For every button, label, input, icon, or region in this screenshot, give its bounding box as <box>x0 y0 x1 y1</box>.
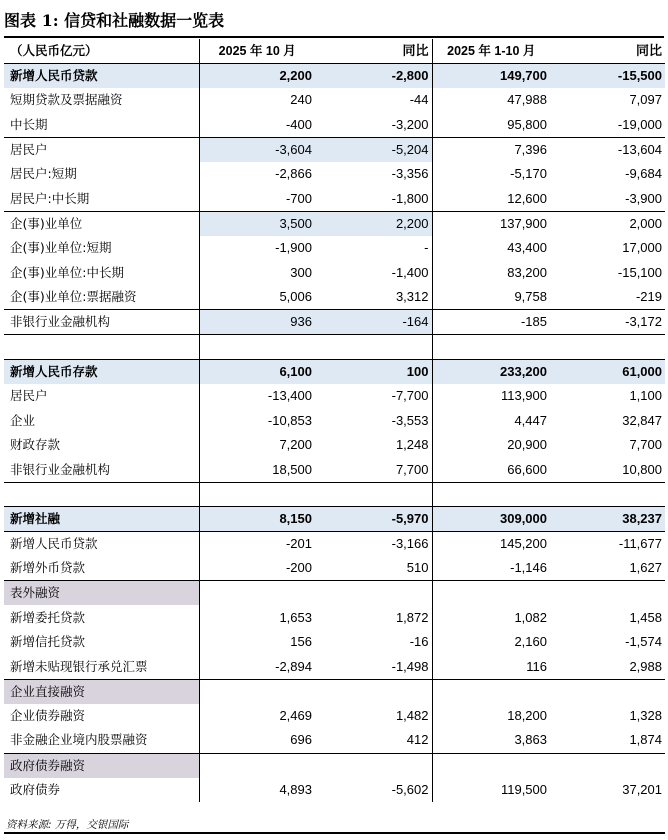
row-value: 18,500 <box>272 461 312 477</box>
row-value: 3,863 <box>514 732 547 748</box>
header-yoy-ytd: 同比 <box>550 39 665 64</box>
table-row <box>4 285 665 310</box>
table-row <box>4 211 665 236</box>
row-value: -1,146 <box>510 560 547 576</box>
row-value: 7,700 <box>315 458 432 483</box>
row-value: 137,900 <box>432 211 550 236</box>
table-row <box>4 88 665 113</box>
row-value: -1,800 <box>315 187 432 212</box>
row-value: -2,866 <box>275 166 312 182</box>
table-row <box>4 630 665 655</box>
row-value: 696 <box>290 732 312 748</box>
row-value: -185 <box>432 310 550 335</box>
row-value: 1,248 <box>315 433 432 458</box>
row-value: 4,893 <box>279 781 312 797</box>
row-value: -3,172 <box>550 310 665 335</box>
row-value: 116 <box>526 658 547 674</box>
spacer-cell <box>4 335 199 360</box>
row-value: 1,458 <box>629 609 662 625</box>
table-row <box>4 679 665 704</box>
row-value: 47,988 <box>507 92 547 108</box>
table-row <box>4 581 665 606</box>
spacer-row <box>4 335 665 360</box>
row-label: 企(事)业单位:中长期 <box>4 260 199 285</box>
spacer-cell <box>315 335 432 360</box>
row-value: 4,447 <box>514 412 547 428</box>
row-value: -2,800 <box>315 64 432 89</box>
row-label: 企业直接融资 <box>4 679 199 704</box>
row-value: 412 <box>315 728 432 753</box>
row-label: 企(事)业单位:票据融资 <box>4 285 199 310</box>
row-value: 61,000 <box>550 359 665 384</box>
row-value <box>315 679 432 704</box>
row-label: 居民户 <box>4 384 199 409</box>
row-value <box>199 679 315 704</box>
row-value: 8,150 <box>199 507 315 532</box>
table-row <box>4 236 665 261</box>
table-row <box>4 310 665 335</box>
source-note: 资料来源: 万得，交银国际 <box>6 819 129 831</box>
row-value: 3,312 <box>315 285 432 310</box>
row-label: 新增人民币贷款 <box>4 532 199 557</box>
row-value <box>550 581 665 606</box>
row-value: 5,006 <box>279 288 312 304</box>
row-value: 149,700 <box>432 64 550 89</box>
row-label: 财政存款 <box>4 433 199 458</box>
row-value: 7,700 <box>629 437 662 453</box>
row-value: -7,700 <box>315 384 432 409</box>
row-value: -3,356 <box>315 162 432 187</box>
row-value: -3,553 <box>315 408 432 433</box>
table-row <box>4 728 665 753</box>
row-value: 233,200 <box>432 359 550 384</box>
row-value: -2,894 <box>275 658 312 674</box>
table-row <box>4 532 665 557</box>
row-value: 1,653 <box>279 609 312 625</box>
header-yoy-month: 同比 <box>315 39 432 64</box>
row-label: 新增外币贷款 <box>4 556 199 581</box>
row-value: 2,469 <box>279 708 312 724</box>
row-value: -13,400 <box>267 388 312 404</box>
row-value: 32,847 <box>622 412 662 428</box>
row-value: - <box>315 236 432 261</box>
row-value: 37,201 <box>622 781 662 797</box>
table-row <box>4 64 665 89</box>
table-row <box>4 359 665 384</box>
table-row <box>4 605 665 630</box>
row-value: 300 <box>290 264 312 280</box>
table-row <box>4 556 665 581</box>
row-label: 企(事)业单位:短期 <box>4 236 199 261</box>
row-value: -16 <box>315 630 432 655</box>
row-value: -700 <box>285 190 312 206</box>
row-value <box>432 679 550 704</box>
row-value: 1,627 <box>629 560 662 576</box>
row-value <box>432 581 550 606</box>
row-value: 936 <box>199 310 315 335</box>
row-value: 1,872 <box>315 605 432 630</box>
table-row <box>4 655 665 680</box>
row-value <box>432 753 550 778</box>
table-row <box>4 113 665 138</box>
row-value: 38,237 <box>550 507 665 532</box>
row-value: 10,800 <box>622 461 662 477</box>
row-value: 2,200 <box>315 211 432 236</box>
top-rule <box>4 36 664 38</box>
row-value: -10,853 <box>267 412 312 428</box>
row-label: 居民户:短期 <box>4 162 199 187</box>
row-label: 企(事)业单位 <box>4 211 199 236</box>
table-title: 图表 1: 信贷和社融数据一览表 <box>4 11 225 30</box>
row-value <box>199 753 315 778</box>
row-label: 非银行业金融机构 <box>4 458 199 483</box>
row-value: -5,170 <box>510 166 547 182</box>
row-value: 119,500 <box>500 781 547 797</box>
row-value: -5,602 <box>315 778 432 803</box>
row-label: 企业债券融资 <box>4 704 199 729</box>
row-value: 66,600 <box>507 461 547 477</box>
table-row <box>4 433 665 458</box>
row-value: 1,482 <box>315 704 432 729</box>
row-label: 非金融企业境内股票融资 <box>4 728 199 753</box>
row-label: 新增信托贷款 <box>4 630 199 655</box>
row-value: 20,900 <box>507 437 547 453</box>
row-value: 1,328 <box>629 708 662 724</box>
table-row <box>4 704 665 729</box>
row-value: -9,684 <box>625 166 662 182</box>
table-row <box>4 753 665 778</box>
table-row <box>4 384 665 409</box>
header-ytd: 2025 年 1-10 月 <box>432 39 550 64</box>
row-value: 7,200 <box>279 437 312 453</box>
table-row <box>4 162 665 187</box>
row-value: 3,500 <box>199 211 315 236</box>
row-label: 政府债券融资 <box>4 753 199 778</box>
row-value <box>550 753 665 778</box>
table-row <box>4 137 665 162</box>
spacer-cell <box>550 482 665 507</box>
spacer-cell <box>432 335 550 360</box>
row-value: -1,400 <box>315 260 432 285</box>
row-value: -200 <box>285 560 312 576</box>
row-value: -15,500 <box>550 64 665 89</box>
row-label: 新增未贴现银行承兑汇票 <box>4 655 199 680</box>
row-value: 95,800 <box>507 116 547 132</box>
table-row <box>4 507 665 532</box>
row-value: -44 <box>315 88 432 113</box>
row-value: 18,200 <box>507 708 547 724</box>
row-label: 非银行业金融机构 <box>4 310 199 335</box>
header-row <box>4 39 665 64</box>
row-label: 新增社融 <box>4 507 199 532</box>
row-value: -1,498 <box>315 655 432 680</box>
row-value: 1,082 <box>514 609 547 625</box>
row-label: 表外融资 <box>4 581 199 606</box>
row-value: 12,600 <box>507 190 547 206</box>
spacer-cell <box>550 335 665 360</box>
row-value: -3,200 <box>315 113 432 138</box>
row-value: -219 <box>635 288 662 304</box>
row-value: 510 <box>315 556 432 581</box>
row-label: 新增委托贷款 <box>4 605 199 630</box>
row-value: 100 <box>315 359 432 384</box>
row-value: -3,604 <box>199 137 315 162</box>
row-value: 9,758 <box>514 288 547 304</box>
spacer-cell <box>315 482 432 507</box>
table-row <box>4 260 665 285</box>
row-label: 政府债券 <box>4 778 199 803</box>
row-value: -1,900 <box>275 240 312 256</box>
spacer-row <box>4 482 665 507</box>
row-value <box>199 581 315 606</box>
row-value: -13,604 <box>550 137 665 162</box>
spacer-cell <box>199 482 315 507</box>
table-row <box>4 408 665 433</box>
row-value: 2,988 <box>629 658 662 674</box>
row-label: 企业 <box>4 408 199 433</box>
row-value: -19,000 <box>617 116 662 132</box>
row-value: 156 <box>290 634 312 650</box>
credit-data-table <box>4 39 665 802</box>
row-value: -15,100 <box>617 264 662 280</box>
row-label: 短期贷款及票据融资 <box>4 88 199 113</box>
row-value: -11,677 <box>550 532 665 557</box>
spacer-cell <box>432 482 550 507</box>
row-value: 43,400 <box>507 240 547 256</box>
row-value: -5,970 <box>315 507 432 532</box>
row-value: 309,000 <box>432 507 550 532</box>
row-value: 240 <box>290 92 312 108</box>
row-value <box>550 679 665 704</box>
header-month: 2025 年 10 月 <box>199 39 315 64</box>
row-value: 2,000 <box>550 211 665 236</box>
row-label: 新增人民币贷款 <box>4 64 199 89</box>
row-value: -3,166 <box>315 532 432 557</box>
row-value: -3,900 <box>625 190 662 206</box>
row-value <box>315 753 432 778</box>
row-value: 17,000 <box>622 240 662 256</box>
spacer-cell <box>4 482 199 507</box>
row-value: 145,200 <box>432 532 550 557</box>
row-value: 83,200 <box>507 264 547 280</box>
row-value: -164 <box>315 310 432 335</box>
row-value: 7,097 <box>629 92 662 108</box>
spacer-cell <box>199 335 315 360</box>
row-value: -5,204 <box>315 137 432 162</box>
row-label: 新增人民币存款 <box>4 359 199 384</box>
row-value: -1,574 <box>625 634 662 650</box>
row-label: 居民户 <box>4 137 199 162</box>
table-row <box>4 778 665 803</box>
row-value: 2,200 <box>199 64 315 89</box>
row-value: 6,100 <box>199 359 315 384</box>
row-value: -201 <box>199 532 315 557</box>
row-value: 7,396 <box>432 137 550 162</box>
table-row <box>4 458 665 483</box>
header-unit: （人民币亿元） <box>4 39 199 64</box>
row-value: 1,874 <box>629 732 662 748</box>
bottom-rule <box>4 832 665 834</box>
table-row <box>4 187 665 212</box>
row-label: 中长期 <box>4 113 199 138</box>
row-label: 居民户:中长期 <box>4 187 199 212</box>
row-value: 1,100 <box>629 388 662 404</box>
row-value: 2,160 <box>514 634 547 650</box>
row-value: 113,900 <box>500 388 547 404</box>
row-value: -400 <box>285 116 312 132</box>
row-value <box>315 581 432 606</box>
